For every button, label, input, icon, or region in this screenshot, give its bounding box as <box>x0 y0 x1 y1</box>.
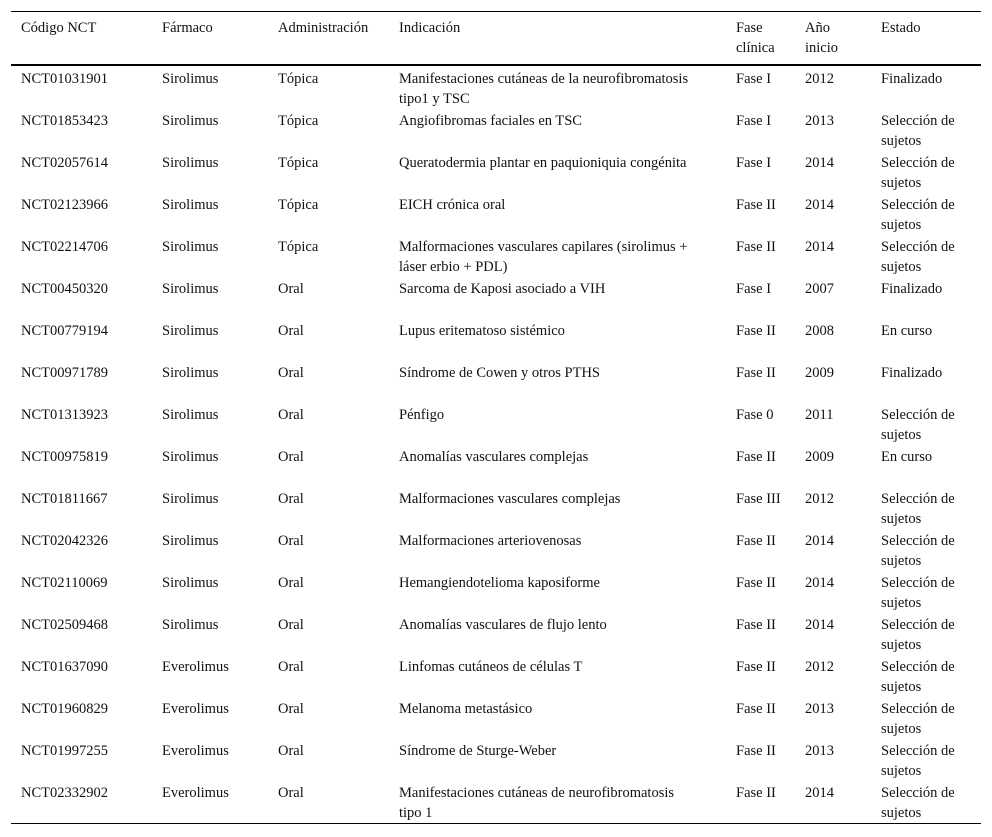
cell-year: 2014 <box>805 197 834 213</box>
cell-drug: Sirolimus <box>162 491 219 507</box>
cell-phase: Fase I <box>736 113 772 129</box>
cell-phase: Fase II <box>736 785 776 801</box>
header-admin: Administración <box>278 20 369 36</box>
cell-phase: Fase II <box>736 617 776 633</box>
cell-drug: Sirolimus <box>162 407 219 423</box>
table-row <box>11 277 981 319</box>
cell-phase: Fase II <box>736 743 776 759</box>
cell-drug: Sirolimus <box>162 155 219 171</box>
cell-year: 2013 <box>805 743 834 759</box>
cell-phase: Fase II <box>736 575 776 591</box>
table-row <box>11 739 981 781</box>
table-row <box>11 109 981 151</box>
header-phase: Fase clínica <box>736 20 775 56</box>
table-body <box>11 65 981 824</box>
cell-drug: Sirolimus <box>162 113 219 129</box>
cell-drug: Sirolimus <box>162 239 219 255</box>
table-row <box>11 193 981 235</box>
cell-status: Finalizado <box>881 71 943 87</box>
table-row <box>11 613 981 655</box>
cell-admin: Oral <box>278 617 304 633</box>
cell-year: 2013 <box>805 113 834 129</box>
cell-year: 2014 <box>805 239 834 255</box>
cell-drug: Sirolimus <box>162 197 219 213</box>
header-drug: Fármaco <box>162 20 213 36</box>
cell-phase: Fase II <box>736 239 776 255</box>
cell-status: Finalizado <box>881 281 943 297</box>
cell-phase: Fase II <box>736 323 776 339</box>
cell-status: Selección de sujetos <box>881 743 955 779</box>
table-row <box>11 151 981 193</box>
cell-year: 2012 <box>805 659 834 675</box>
cell-status: En curso <box>881 449 933 465</box>
cell-admin: Oral <box>278 449 304 465</box>
cell-status: Selección de sujetos <box>881 155 955 191</box>
cell-code: NCT01637090 <box>21 659 108 675</box>
cell-admin: Oral <box>278 575 304 591</box>
cell-phase: Fase II <box>736 659 776 675</box>
cell-indication: Anomalías vasculares complejas <box>399 449 589 465</box>
cell-phase: Fase I <box>736 71 772 87</box>
cell-drug: Sirolimus <box>162 617 219 633</box>
cell-year: 2014 <box>805 785 834 801</box>
cell-drug: Everolimus <box>162 701 229 717</box>
cell-phase: Fase III <box>736 491 781 507</box>
cell-code: NCT02123966 <box>21 197 108 213</box>
cell-code: NCT00450320 <box>21 281 108 297</box>
cell-status: Selección de sujetos <box>881 785 955 821</box>
cell-drug: Everolimus <box>162 659 229 675</box>
cell-status: Selección de sujetos <box>881 575 955 611</box>
cell-indication: EICH crónica oral <box>399 197 506 213</box>
cell-status: Selección de sujetos <box>881 239 955 275</box>
cell-year: 2007 <box>805 281 834 297</box>
cell-year: 2014 <box>805 533 834 549</box>
cell-code: NCT01853423 <box>21 113 108 129</box>
cell-year: 2011 <box>805 407 834 423</box>
table-row <box>11 403 981 445</box>
cell-indication: Hemangiendotelioma kaposiforme <box>399 575 600 591</box>
table-row <box>11 487 981 529</box>
cell-drug: Sirolimus <box>162 71 219 87</box>
table-row <box>11 529 981 571</box>
cell-year: 2013 <box>805 701 834 717</box>
cell-drug: Everolimus <box>162 785 229 801</box>
cell-status: Selección de sujetos <box>881 533 955 569</box>
cell-indication: Manifestaciones cutáneas de la neurofibromatosis tipo1 y TSC <box>399 71 689 107</box>
cell-status: Selección de sujetos <box>881 659 955 695</box>
cell-phase: Fase 0 <box>736 407 774 423</box>
cell-drug: Sirolimus <box>162 533 219 549</box>
cell-code: NCT00971789 <box>21 365 108 381</box>
cell-phase: Fase I <box>736 155 772 171</box>
cell-drug: Sirolimus <box>162 449 219 465</box>
header-indication: Indicación <box>399 20 461 36</box>
cell-status: Selección de sujetos <box>881 617 955 653</box>
cell-year: 2014 <box>805 617 834 633</box>
table-row <box>11 571 981 613</box>
cell-code: NCT02110069 <box>21 575 108 591</box>
cell-admin: Oral <box>278 281 304 297</box>
cell-code: NCT01811667 <box>21 491 108 507</box>
cell-admin: Tópica <box>278 155 319 171</box>
cell-admin: Oral <box>278 659 304 675</box>
cell-admin: Oral <box>278 323 304 339</box>
cell-admin: Tópica <box>278 113 319 129</box>
clinical-trials-table-container <box>11 11 981 824</box>
cell-admin: Oral <box>278 743 304 759</box>
cell-code: NCT01031901 <box>21 71 108 87</box>
cell-drug: Sirolimus <box>162 575 219 591</box>
cell-indication: Síndrome de Cowen y otros PTHS <box>399 365 600 381</box>
header-status: Estado <box>881 20 921 36</box>
cell-admin: Tópica <box>278 71 319 87</box>
cell-indication: Pénfigo <box>399 407 445 423</box>
cell-indication: Angiofibromas faciales en TSC <box>399 113 582 129</box>
cell-code: NCT00779194 <box>21 323 108 339</box>
cell-code: NCT02042326 <box>21 533 108 549</box>
cell-indication: Melanoma metastásico <box>399 701 533 717</box>
cell-code: NCT01997255 <box>21 743 108 759</box>
cell-admin: Oral <box>278 365 304 381</box>
cell-status: Finalizado <box>881 365 943 381</box>
cell-phase: Fase II <box>736 701 776 717</box>
table-row <box>11 445 981 487</box>
table-row <box>11 655 981 697</box>
cell-indication: Malformaciones arteriovenosas <box>399 533 582 549</box>
cell-year: 2008 <box>805 323 834 339</box>
cell-indication: Lupus eritematoso sistémico <box>399 323 565 339</box>
cell-phase: Fase II <box>736 449 776 465</box>
cell-phase: Fase II <box>736 365 776 381</box>
cell-drug: Sirolimus <box>162 323 219 339</box>
cell-status: Selección de sujetos <box>881 491 955 527</box>
cell-status: En curso <box>881 323 933 339</box>
cell-indication: Anomalías vasculares de flujo lento <box>399 617 607 633</box>
table-row <box>11 65 981 109</box>
cell-indication: Queratodermia plantar en paquioniquia congénita <box>399 155 687 171</box>
cell-year: 2009 <box>805 365 834 381</box>
cell-indication: Síndrome de Sturge-Weber <box>399 743 557 759</box>
cell-code: NCT02057614 <box>21 155 108 171</box>
table-row <box>11 235 981 277</box>
cell-admin: Tópica <box>278 239 319 255</box>
table-row <box>11 361 981 403</box>
cell-indication: Manifestaciones cutáneas de neurofibromatosis tipo 1 <box>399 785 675 821</box>
cell-indication: Sarcoma de Kaposi asociado a VIH <box>399 281 606 297</box>
cell-year: 2009 <box>805 449 834 465</box>
cell-status: Selección de sujetos <box>881 701 955 737</box>
cell-year: 2014 <box>805 155 834 171</box>
cell-indication: Malformaciones vasculares capilares (sirolimus + láser erbio + PDL) <box>399 239 688 275</box>
cell-code: NCT02214706 <box>21 239 108 255</box>
cell-status: Selección de sujetos <box>881 407 955 443</box>
header-row <box>11 12 981 66</box>
cell-drug: Sirolimus <box>162 365 219 381</box>
cell-year: 2014 <box>805 575 834 591</box>
table-header <box>11 12 981 66</box>
cell-phase: Fase I <box>736 281 772 297</box>
clinical-trials-table <box>11 11 981 824</box>
cell-code: NCT01960829 <box>21 701 108 717</box>
cell-indication: Malformaciones vasculares complejas <box>399 491 621 507</box>
cell-admin: Tópica <box>278 197 319 213</box>
cell-code: NCT02509468 <box>21 617 108 633</box>
table-row <box>11 319 981 361</box>
cell-phase: Fase II <box>736 197 776 213</box>
cell-drug: Everolimus <box>162 743 229 759</box>
header-year: Año inicio <box>805 20 839 56</box>
table-row <box>11 697 981 739</box>
cell-admin: Oral <box>278 491 304 507</box>
cell-admin: Oral <box>278 407 304 423</box>
cell-admin: Oral <box>278 785 304 801</box>
cell-year: 2012 <box>805 71 834 87</box>
cell-year: 2012 <box>805 491 834 507</box>
cell-code: NCT02332902 <box>21 785 108 801</box>
cell-phase: Fase II <box>736 533 776 549</box>
cell-code: NCT00975819 <box>21 449 108 465</box>
cell-indication: Linfomas cutáneos de células T <box>399 659 583 675</box>
table-row <box>11 781 981 824</box>
header-code: Código NCT <box>21 20 97 36</box>
cell-status: Selección de sujetos <box>881 113 955 149</box>
cell-code: NCT01313923 <box>21 407 108 423</box>
cell-admin: Oral <box>278 533 304 549</box>
cell-admin: Oral <box>278 701 304 717</box>
cell-drug: Sirolimus <box>162 281 219 297</box>
cell-status: Selección de sujetos <box>881 197 955 233</box>
